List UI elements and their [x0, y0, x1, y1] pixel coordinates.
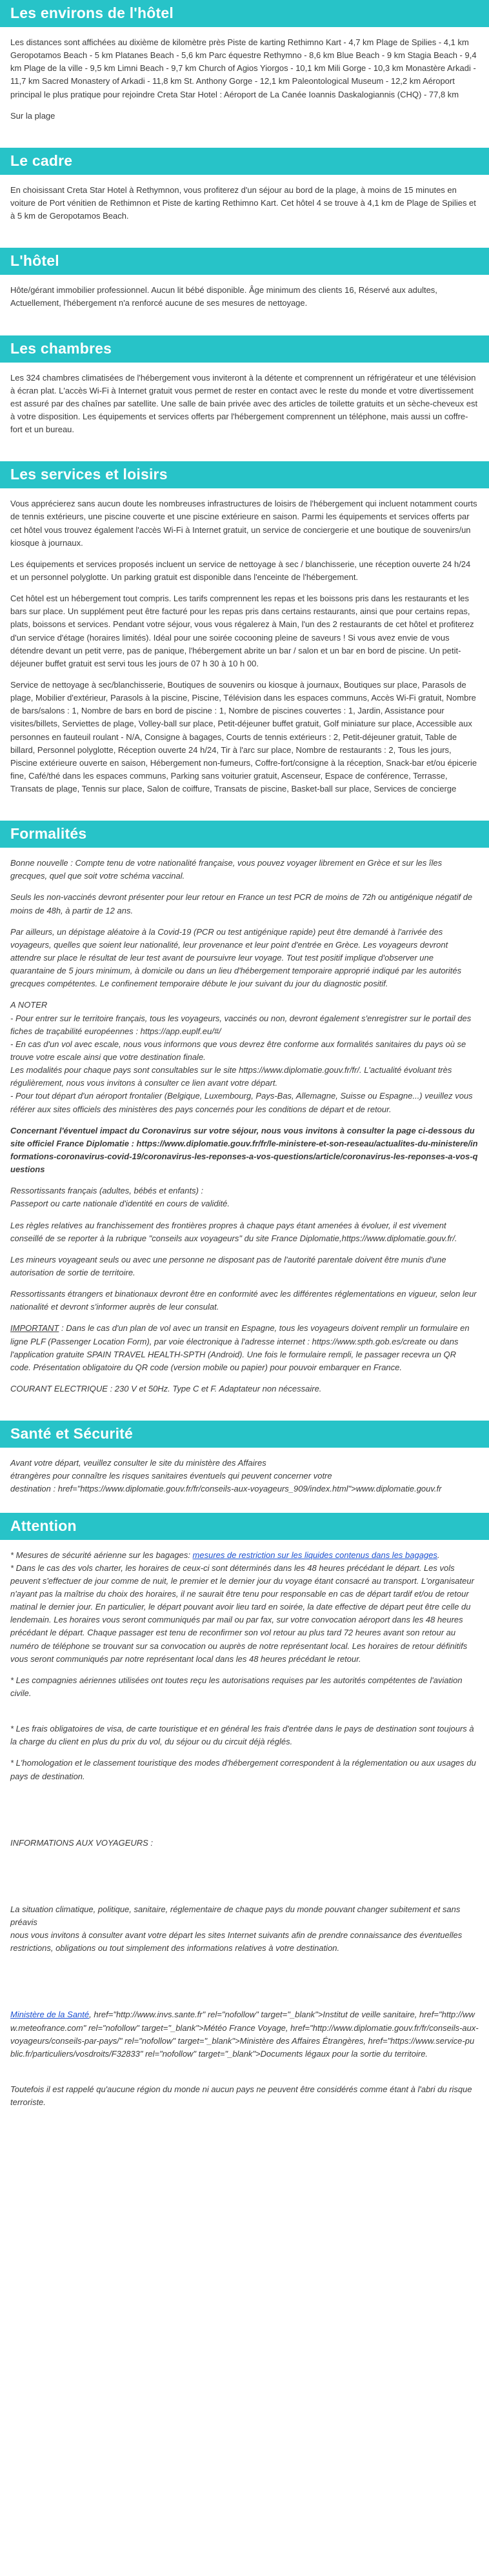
section-heading-chambres: Les chambres	[0, 335, 489, 363]
attention-terrorisme: Toutefois il est rappelé qu'aucune région du monde ni aucun pays ne peuvent être considérés comme étant à l'abri du risque terroriste.	[10, 2084, 472, 2108]
formalites-note-1: - Pour entrer sur le territoire français, tous les voyageurs, vaccinés ou non, devront également s'enregistrer sur le portail des fiches de traçabilité européennes : https://app.euplf.eu/#/	[10, 1013, 472, 1036]
formalites-note-3: Les modalités pour chaque pays sont consultables sur le site https://www.diplomatie.gouv.fr/fr/. L'actualité évoluant très régulièrement, nous vous invitons à consulter ce lien avant votre départ.	[10, 1065, 452, 1088]
section-environs	[0, 27, 489, 148]
services-text-2: Les équipements et services proposés incluent un service de nettoyage à sec / blanchisserie, une réception ouverte 24 h/24 et un personnel polyglotte. Un parking gratuit est disponible dans l'enceinte de l'hébergement.	[10, 559, 471, 582]
important-text: : Dans le cas d'un plan de vol avec un transit en Espagne, tous les voyageurs doivent remplir un formulaire en ligne PLF (Passenger Location Form), par voie électronique à l'adresse internet : https://www.spth.gob.es/create ou dans l'application gratuite SPAIN TRAVEL HEALTH-SPTH (Android). Une fois le formulaire rempli, le passager recevra un QR code. Présentation obligatoire du QR code (version mobile ou papier) pour pouvoir embarquer en France.	[10, 1323, 470, 1372]
attention-homologation: * L'homologation et le classement touristique des modes d'hébergement correspondent à la réglementation ou aux usages du pays de destination.	[10, 1758, 476, 1781]
services-text-3: Cet hôtel est un hébergement tout compris. Les tarifs comprennent les repas et les boissons pris dans les restaurants et les bars sur place. Un supplément peut être facturé pour les repas pris dans certains restaurants, ainsi que pour certains repas, plats, boissons et services. Pendant votre séjour, vous vous régalerez à Main, l'un des 2 restaurants de cet hôtel et profiterez d'un service d'étage (horaires limités). Idéal pour une soirée cocooning pleine de saveurs ! Si vous avez envie de vous détendre devant un petit verre, pas de panique, l'hébergement abrite un bar / salon et un bar en bord de piscine. Un petit-déjeuner buffet gratuit est servi tous les jours de 07 h 30 à 10 h 00.	[10, 594, 474, 668]
formalites-regles: Les règles relatives au franchissement des frontières propres à chaque pays étant amenées à évoluer, il est vivement conseillé de se reporter à la rubrique "conseils aux voyageurs" du site France Diplomatie,https://www.diplomatie.gouv.fr/.	[10, 1220, 457, 1243]
formalites-ressortissants-doc: Passeport ou carte nationale d'identité en cours de validité.	[10, 1199, 230, 1209]
formalites-note-label: A NOTER	[10, 1000, 48, 1010]
chambres-text: Les 324 chambres climatisées de l'hébergement vous inviteront à la détente et comprennent un réfrigérateur et une télévision à écran plat. L'accès Wi-Fi à Internet gratuit vous permet de rester en contact avec le reste du monde et votre divertissement est assuré par des chaînes par satellite. Une salle de bain privée avec des articles de toilette gratuits et un sèche-cheveux est à votre disposition. Les équipements et services offerts par l'hébergement comprennent un téléphone, mais aussi un coffre-fort et un bureau.	[10, 372, 478, 435]
services-text-1: Vous apprécierez sans aucun doute les nombreuses infrastructures de loisirs de l'hébergement qui incluent notamment courts de tennis extérieurs, une piscine couverte et une piscine extérieure en saison. Parmi les équipements et services offerts par cet hôtel vous trouvez également l'accès Wi-Fi à Internet gratuit, un service de conciergerie et une boutique de souvenirs/un kiosque à journaux.	[10, 499, 477, 548]
section-heading-sante: Santé et Sécurité	[0, 1421, 489, 1448]
formalites-important	[10, 1322, 479, 1374]
section-heading-cadre: Le cadre	[0, 148, 489, 175]
formalites-ressortissants-title: Ressortissants français (adultes, bébés et enfants) :	[10, 1186, 204, 1196]
attention-links	[10, 2008, 479, 2061]
section-formalites	[0, 848, 489, 1421]
sante-text-2: étrangères pour connaître les risques sanitaires éventuels qui peuvent concerner votre	[10, 1471, 332, 1481]
ministere-sante-link[interactable]: Ministère de la Santé	[10, 2010, 90, 2020]
formalites-text-2: Seuls les non-vaccinés devront présenter pour leur retour en France un test PCR de moins de 72h ou antigénique négatif de moins de 48h, à partir de 12 ans.	[10, 892, 473, 915]
section-chambres	[0, 363, 489, 462]
important-label: IMPORTANT	[10, 1323, 59, 1333]
sante-text-3: destination : href="https://www.diplomatie.gouv.fr/fr/conseils-aux-voyageurs_909/index.html">www.diplomatie.gouv.fr	[10, 1484, 442, 1494]
liquids-restriction-link[interactable]: mesures de restriction sur les liquides contenus dans les bagages	[192, 1550, 437, 1560]
attention-bagages-label: * Mesures de sécurité aérienne sur les bagages:	[10, 1550, 193, 1560]
attention-charter: * Dans le cas des vols charter, les horaires de ceux-ci sont déterminés dans les 48 heures précédant le départ. Les vols peuvent s'effectuer de jour comme de nuit, le premier et le dernier jour du voyage étant consacré au transport. L'organisateur n'ayant pas la maîtrise du choix des horaires, il ne saurait être tenu pour responsable en cas de départ tardif et/ou de retour matinal le dernier jour. En particulier, le départ pouvant avoir lieu tard en soirée, la date effective de départ peut être celle du lendemain. Les horaires vous seront communiqués par mail ou par fax, sur votre convocation aéroport dans les 48 heures précédant le départ. Chaque passager est tenu de reconfirmer son vol retour au plus tard 72 heures avant son retour au numéro de téléphone se trouvant sur sa convocation ou auprès de notre représentant local. Les horaires de retour définitifs vous seront communiqués par notre représentant local dans les 48 heures précédant le retour.	[10, 1563, 474, 1664]
environs-beach-note: Sur la plage	[10, 110, 55, 121]
formalites-note-2: - En cas d'un vol avec escale, nous vous informons que vous devrez être conforme aux formalités sanitaires du pays où se trouve votre escale ainsi que votre destination finale.	[10, 1039, 466, 1063]
environs-distances: Les distances sont affichées au dixième de kilomètre près Piste de karting Rethimno Kart - 4,7 km Plage de Spilies - 4,1 km Geropotamos Beach - 5 km Platanes Beach - 5,6 km Parc équestre Rethymno - 8,6 km Blue Beach - 9 km Stagia Beach - 9,4 km Plage de la ville - 9,5 km Limni Beach - 9,7 km Church of Agios Yiorgos - 10,1 km Mili Gorge - 10,3 km Monastère Arkadi - 11,7 km Sacred Monastery of Arkadi - 11,8 km St. Anthony Gorge - 12,1 km Paleontological Museum - 12,2 km Aéroport principal le plus pratique pour rejoindre Creta Star Hotel : Aéroport de La Canée Ioannis Daskalogiannis (CHQ) - 77,8 km	[10, 37, 477, 99]
sante-text-1: Avant votre départ, veuillez consulter le site du ministère des Affaires	[10, 1458, 266, 1468]
hotel-text: Hôte/gérant immobilier professionnel. Aucun lit bébé disponible. Âge minimum des clients 16, Réservé aux adultes, Actuellement, l'hébergement n'a renforcé aucune de ses mesures de nettoyage.	[10, 285, 437, 308]
section-attention	[0, 1540, 489, 2135]
formalites-mineurs: Les mineurs voyageant seuls ou avec une personne ne disposant pas de l'autorité parentale doivent être munis d'une autorisation de sortie de territoire.	[10, 1254, 446, 1277]
formalites-text-3: Par ailleurs, un dépistage aléatoire à la Covid-19 (PCR ou test antigénique rapide) peut être demandé à l'arrivée des voyageurs, quelles que soient leur nationalité, leur provenance et leur point d'entrée en Grèce. Les voyageurs devront attendre sur place le résultat de leur test avant de poursuivre leur voyage. Tout test positif implique d'observer une quarantaine de 5 jours minimum, à domicile ou dans un lieu d'hébergement temporaire approprié indiqué par les autorités grecques compétentes. Le confinement temporaire débute le jour suivant du jour du diagnostic positif.	[10, 926, 462, 989]
section-hotel	[0, 275, 489, 335]
attention-frais: * Les frais obligatoires de visa, de carte touristique et en général les frais d'entrée dans le pays de destination sont toujours à la charge du client en plus du prix du vol, du séjour ou du circuit déjà réglés.	[10, 1724, 474, 1747]
section-services	[0, 488, 489, 821]
attention-info-label: INFORMATIONS AUX VOYAGEURS :	[10, 1837, 154, 1848]
attention-bagages	[10, 1549, 479, 1562]
formalites-note-4: - Pour tout départ d'un aéroport frontalier (Belgique, Luxembourg, Pays-Bas, Allemagne, Suisse ou Espagne...) veuillez vous référer aux sites officiels des ministères des pays concernés pour les conditions de départ et de retour.	[10, 1091, 473, 1114]
section-heading-environs: Les environs de l'hôtel	[0, 0, 489, 27]
formalites-etrangers: Ressortissants étrangers et binationaux devront être en conformité avec les différentes réglementations en vigueur, selon leur nationalité et devront s'informer auprès de leur consulat.	[10, 1289, 477, 1312]
cadre-text: En choisissant Creta Star Hotel à Rethymnon, vous profiterez d'un séjour au bord de la plage, à moins de 15 minutes en voiture de Port vénitien de Rethimnon et Piste de karting Rethimno Kart. Cet hôtel 4 se trouve à 4,1 km de Plage de Spilies et à 5 km de Geropotamos Beach.	[10, 185, 476, 221]
attention-invitation: nous vous invitons à consulter avant votre départ les sites Internet suivants afin de prendre connaissance des éventuelles restrictions, obligations ou tout simplement des informations relatives à votre destination.	[10, 1930, 463, 1953]
section-heading-services: Les services et loisirs	[0, 461, 489, 488]
formalites-ressortissants	[10, 1184, 479, 1210]
section-sante	[0, 1448, 489, 1512]
section-heading-formalites: Formalités	[0, 821, 489, 848]
attention-links-text: , href="http://www.invs.sante.fr" rel="nofollow" target="_blank">Institut de veille sanitaire, href="http://www.meteofrance.com" rel="nofollow" target="_blank">Météo France Voyage, href="http://www.diplomatie.gouv.fr/fr/conseils-aux-voyageurs/conseils-par-pays/" rel="nofollow" target="_blank">Ministère des Affaires Étrangères, href="https://www.service-public.fr/particuliers/vosdroits/F32833" rel="nofollow" target="_blank">Documents légaux pour la sortie du territoire.	[10, 2010, 479, 2059]
formalites-text-1: Bonne nouvelle : Compte tenu de votre nationalité française, vous pouvez voyager librement en Grèce et sur les îles grecques, quel que soit votre schéma vaccinal.	[10, 858, 443, 881]
formalites-courant: COURANT ELECTRIQUE : 230 V et 50Hz. Type C et F. Adaptateur non nécessaire.	[10, 1383, 322, 1393]
attention-bagages-end: .	[437, 1550, 440, 1560]
attention-compagnies: * Les compagnies aériennes utilisées ont toutes reçu les autorisations requises par les autorités compétentes de l'aviation civile.	[10, 1675, 463, 1698]
formalites-covid-notice: Concernant l'éventuel impact du Coronavirus sur votre séjour, nous vous invitons à consulter la page ci-dessous du site officiel France Diplomatie : https://www.diplomatie.gouv.fr/fr/le-ministere-et-son-reseau/actualites-du-ministere/informations-coronavirus-covid-19/coronavirus-les-reponses-a-vos-questions/article/coronavirus-les-reponses-a-vos-questions	[10, 1125, 478, 1175]
section-heading-attention: Attention	[0, 1513, 489, 1540]
section-cadre	[0, 175, 489, 248]
section-heading-hotel: L'hôtel	[0, 248, 489, 275]
services-list: Service de nettoyage à sec/blanchisserie, Boutiques de souvenirs ou kiosque à journaux, Boutiques sur place, Parasols de plage, Mobilier d'extérieur, Parasols à la piscine, Piscine, Télévision dans les espaces communs, Accès Wi-Fi gratuit, Nombre de bars/salons : 1, Nombre de bars en bord de piscine : 1, Nombre de piscines couvertes : 1, Jardin, Assistance pour visites/billets, Serviettes de plage, Volley-ball sur place, Petit-déjeuner buffet gratuit, Golf miniature sur place, Accessible aux personnes en fauteuil roulant - N/A, Consigne à bagages, Courts de tennis extérieurs : 2, Petit-déjeuner gratuit, Table de billard, Personnel polyglotte, Réception ouverte 24 h/24, Tir à l'arc sur place, Nombre de restaurants : 2, Tous les jours, Piscine extérieure ouverte en saison, Hébergement non-fumeurs, Coffre-fort/consigne à la réception, Snack-bar et/ou épicerie fine, Café/thé dans les espaces communs, Parking sans voiturier gratuit, Ascenseur, Espace de conférence, Terrasse, Transats de plage, Tennis sur place, Salon de coiffure, Transats de piscine, Basket-ball sur place, Services de concierge	[10, 679, 477, 794]
formalites-note-block	[10, 999, 479, 1115]
attention-situation: La situation climatique, politique, sanitaire, réglementaire de chaque pays du monde pouvant changer subitement et sans préavis	[10, 1904, 461, 1927]
